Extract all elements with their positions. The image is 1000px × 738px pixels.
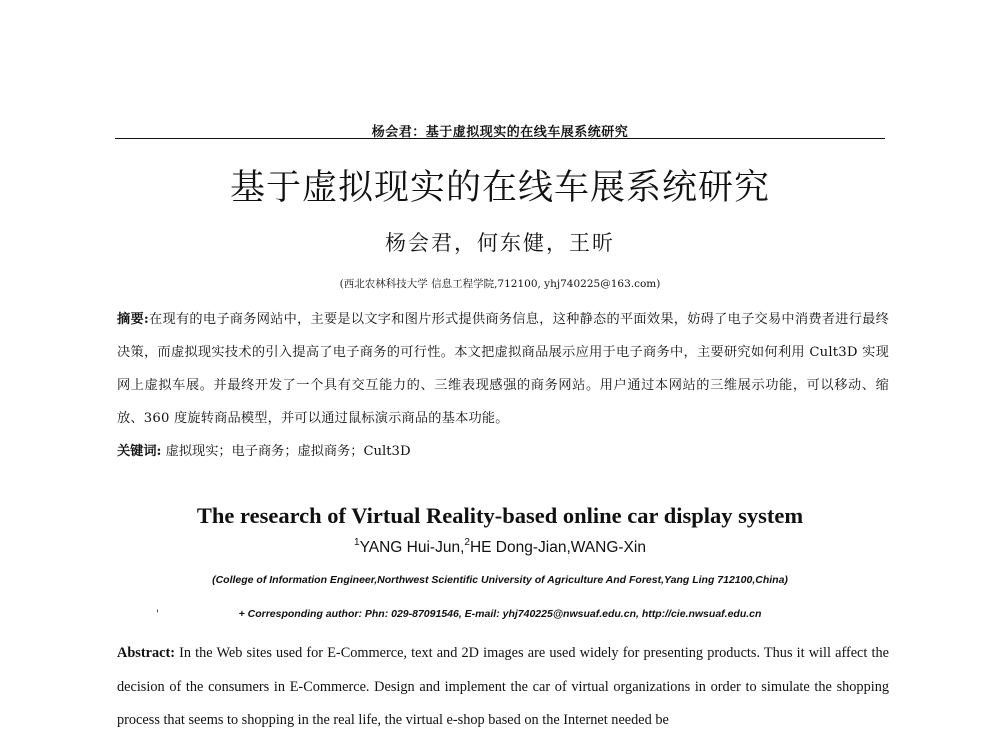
english-title: The research of Virtual Reality-based online car display system xyxy=(196,503,804,528)
author-2: HE Dong-Jian,WANG-Xin xyxy=(469,539,646,556)
author-1: YANG Hui-Jun, xyxy=(359,539,465,556)
chinese-keywords-label: 关键词: xyxy=(117,444,162,459)
english-abstract-text: In the Web sites used for E-Commerce, text and 2D images are used widely for presenting products. Thus it will affect the decision of the consumers in E-Commerce. Design and implement the car of virtual organizations in order to simulate the shopping process that seems to shopping in the real life, the virtual e-shop based on the Internet needed be xyxy=(117,645,889,728)
english-abstract-label: Abstract: xyxy=(117,645,175,661)
chinese-keywords-text: 虚拟现实；电子商务；虚拟商务；Cult3D xyxy=(165,444,411,459)
chinese-affiliation: (西北农林科技大学 信息工程学院,712100, yhj740225@163.com) xyxy=(339,278,661,290)
chinese-title: 基于虚拟现实的在线车展系统研究 xyxy=(229,168,770,208)
chinese-keywords xyxy=(117,440,889,459)
english-abstract xyxy=(117,637,889,738)
chinese-abstract-label: 摘要: xyxy=(117,312,149,327)
english-authors xyxy=(0,537,1000,557)
running-head: 杨会君：基于虚拟现实的在线车展系统研究 xyxy=(371,125,629,140)
header-rule xyxy=(115,138,885,139)
chinese-authors: 杨会君，何东健，王昕 xyxy=(385,231,615,255)
chinese-abstract-text: 在现有的电子商务网站中，主要是以文字和图片形式提供商务信息，这种静态的平面效果，妨碍了电子交易中消费者进行最终决策，而虚拟现实技术的引入提高了电子商务的可行性。本文把虚拟商品展示应用于电子商务中，主要研究如何利用 Cult3D 实现网上虚拟车展。并最终开发了一个具有交互能力的、三维表现感强的商务网站。用户通过本网站的三维展示功能，可以移动、缩放、360 度旋转商品模型，并可以通过鼠标演示商品的基本功能。 xyxy=(117,312,890,426)
corresponding-author: + Corresponding author: Phn: 029-87091546, E-mail: yhj740225@nwsuaf.edu.cn, http://cie.nwsuaf.edu.cn xyxy=(238,608,762,620)
english-affiliation: (College of Information Engineer,Northwest Scientific University of Agriculture And Forest,Yang Ling 712100,China) xyxy=(212,574,788,586)
author-superscript-2: 2 xyxy=(464,537,470,548)
author-superscript-1: 1 xyxy=(354,537,360,548)
stray-mark: ' xyxy=(156,609,159,620)
chinese-abstract xyxy=(117,303,889,435)
